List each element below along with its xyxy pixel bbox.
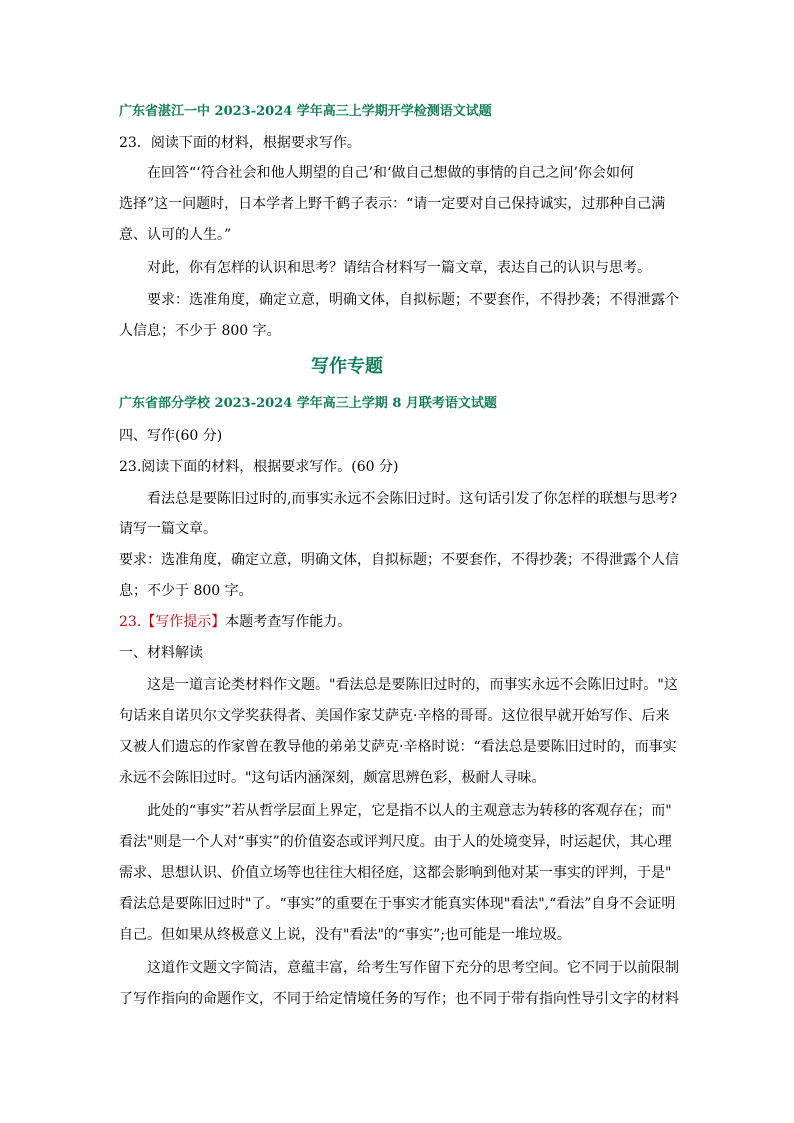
analysis-line: 这道作文题文字简洁，意蕴丰富，给考生写作留下充分的思考空间。它不同于以前限制 [147,960,679,976]
writing-hint [119,614,679,630]
analysis-line: 需求、思想认识、价值立场等也往往大相径庭，这都会影响到他对某一事实的评判，于是" [119,865,672,881]
analysis-line: 这是一道言论类材料作文题。"看法总是要陈旧过时的，而事实永远不会陈旧过时。"这 [147,677,678,693]
source-title-guangdong: 广东省部分学校 2023-2024 学年高三上学期 8 月联考语文试题 [119,396,497,411]
source-title-zhanjiang: 广东省湛江一中 2023-2024 学年高三上学期开学检测语文试题 [119,104,492,119]
question-23-prompt: 23．阅读下面的材料，根据要求写作。 [119,135,361,151]
requirement-line: 要求：选准角度，确定立意，明确文体，自拟标题；不要套作，不得抄袭；不得泄露个 [147,292,679,308]
hint-text: 本题考查写作能力。 [225,614,352,630]
requirement-line: 息；不少于 800 字。 [119,583,253,599]
hint-number: 23. [119,614,142,630]
material-line: 看法总是要陈旧过时的,而事实永远不会陈旧过时。这句话引发了你怎样的联想与思考? [147,491,677,507]
analysis-line: 看法"则是一个人对“事实”的价值姿态或评判尺度。由于人的处境变异，时运起伏，其心理 [119,834,672,850]
analysis-line: 自己。但如果从终极意义上说，没有"看法"的“事实”;也可能是一堆垃圾。 [119,927,571,943]
material-line: 选择”这一问题时，日本学者上野千鹤子表示：“请一定要对自己保持诚实，过那种自己满 [119,196,666,212]
analysis-line: 永远不会陈旧过时。"这句话内涵深刻，颇富思辨色彩，极耐人寻味。 [119,770,546,786]
material-line: 请写一篇文章。 [119,521,217,537]
analysis-line: 了写作指向的命题作文，不同于给定情境任务的写作；也不同于带有指向性导引文字的材料 [119,991,679,1007]
section-title: 写作专题 [311,356,383,377]
analysis-line: 又被人们遗忘的作家曾在教导他的弟弟艾萨克·辛格时说：“看法总是要陈旧过时的，而事实 [119,739,677,755]
analysis-line: 看法总是要陈旧过时"了。“事实”的重要在于事实才能真实体现"看法",“看法”自身不会证明 [119,896,676,912]
requirement-line: 人信息；不少于 800 字。 [119,323,281,339]
analysis-heading: 一、材料解读 [119,645,203,661]
part-heading: 四、写作(60 分) [119,428,223,444]
question-23-prompt: 23.阅读下面的材料，根据要求写作。(60 分) [119,459,399,475]
requirement-line: 要求：选准角度，确定立意，明确文体，自拟标题；不要套作，不得抄袭；不得泄露个人信 [119,552,679,568]
material-line: 意、认可的人生。” [119,227,232,243]
material-line: 在回答“‘符合社会和他人期望的自己’和‘做自己想做的事情的自己之间’你会如何 [147,165,634,181]
hint-tag: 【写作提示】 [141,614,226,630]
task-line: 对此，你有怎样的认识和思考？请结合材料写一篇文章，表达自己的认识与思考。 [147,260,651,276]
analysis-line: 句话来自诺贝尔文学奖获得者、美国作家艾萨克·辛格的哥哥。这位很早就开始写作、后来 [119,708,670,724]
analysis-line: 此处的“事实”若从哲学层面上界定，它是指不以人的主观意志为转移的客观存在；而" [147,803,672,819]
